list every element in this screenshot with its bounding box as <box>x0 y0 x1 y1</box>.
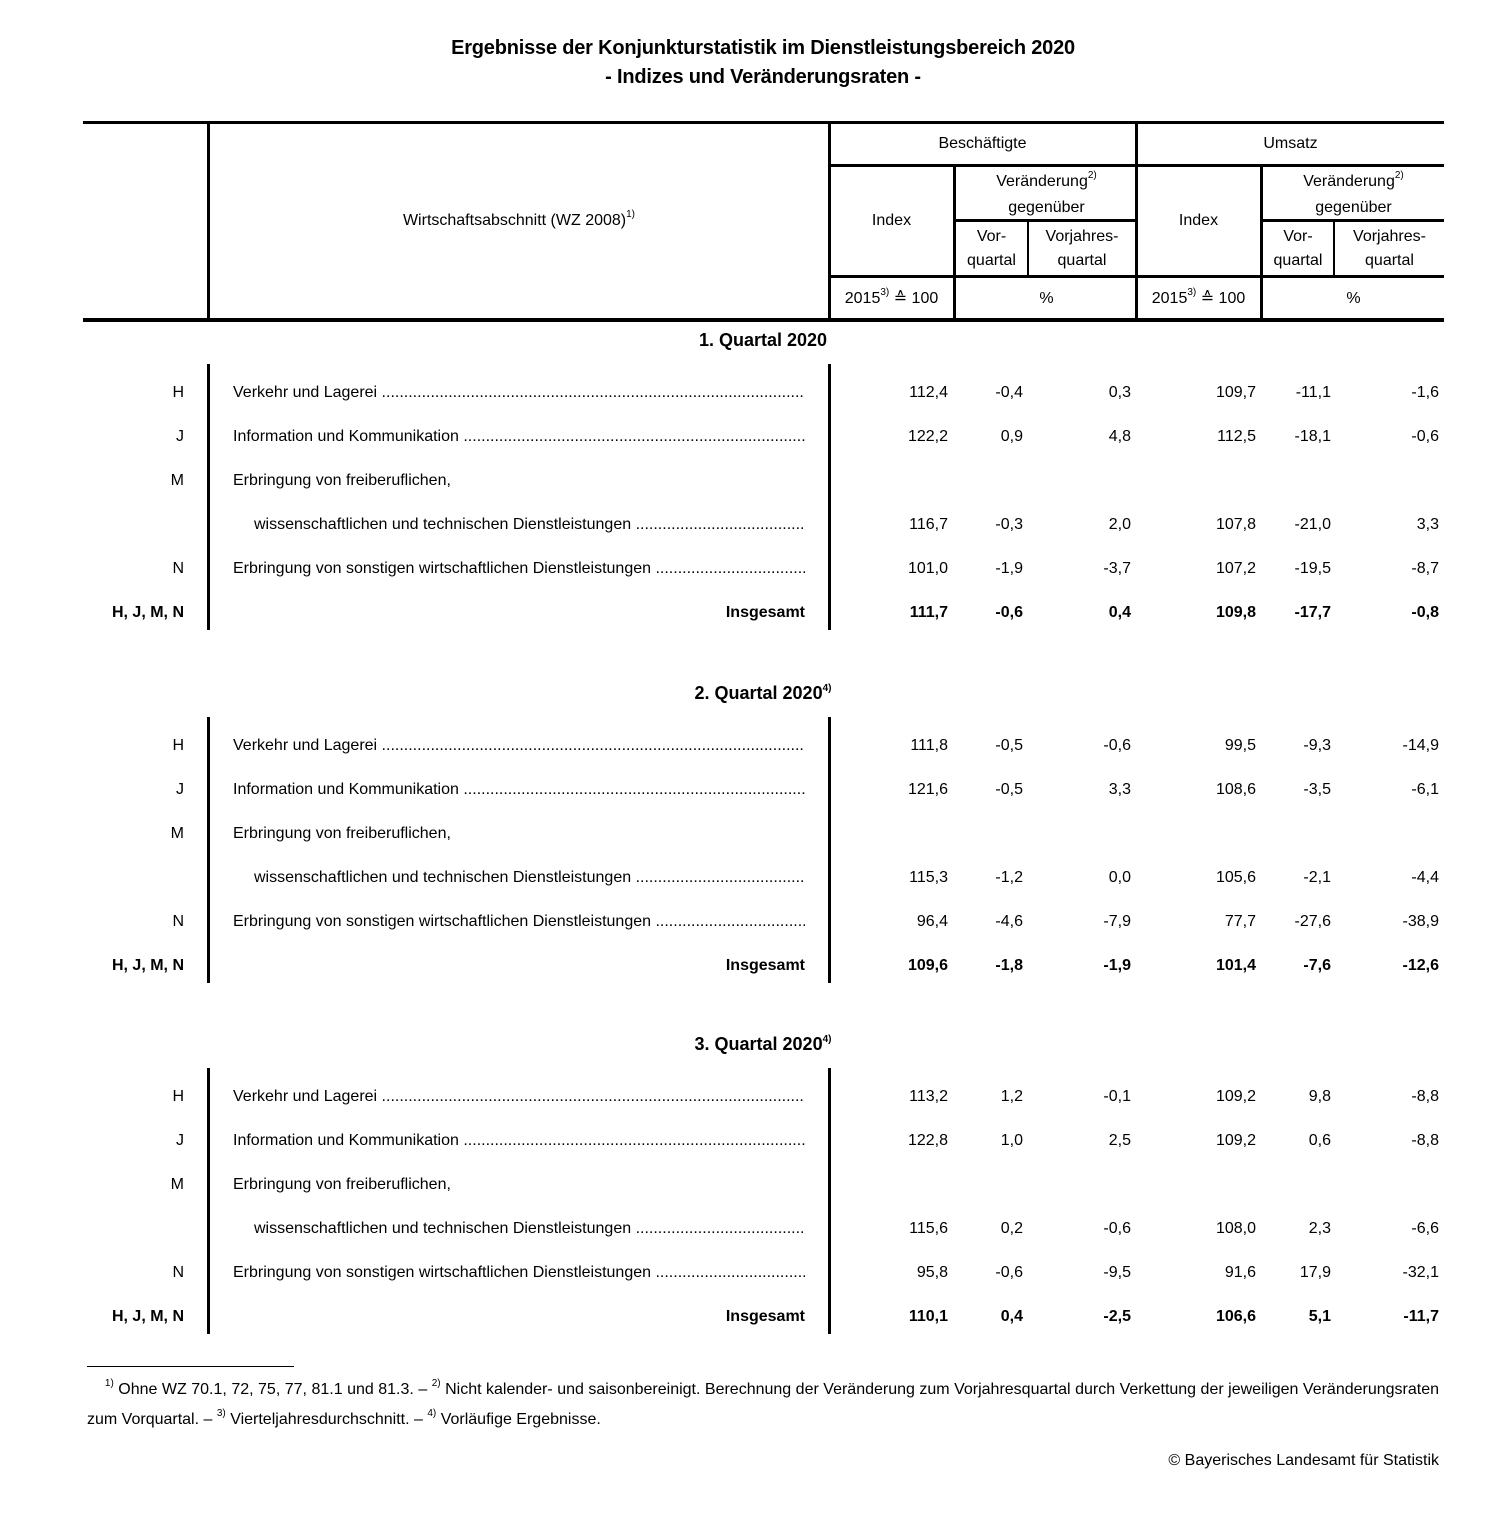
rev-prev-year-value: -14,9 <box>1402 737 1439 754</box>
emp-index-value: 115,6 <box>909 1220 948 1237</box>
rev-prev-quarter-value: -3,5 <box>1303 781 1331 798</box>
emp-index-value: 95,8 <box>916 1264 948 1281</box>
rev-index-value: 77,7 <box>1224 913 1256 930</box>
sector-label <box>233 384 805 402</box>
rev-change-header <box>1263 170 1444 220</box>
sector-label-text: Information und Kommunikation ..... <box>233 1132 805 1149</box>
rev-index-value: 109,8 <box>1215 604 1256 621</box>
emp-prev-year-value: -0,6 <box>1103 737 1131 754</box>
table-row <box>0 1176 1498 1200</box>
table-row <box>0 384 1498 408</box>
rev-prev-quarter-value: 5,1 <box>1308 1308 1331 1325</box>
emp-prev-quarter-value: -1,8 <box>995 957 1023 974</box>
table-row-total <box>0 957 1498 981</box>
sector-code: H, J, M, N <box>111 1308 184 1325</box>
sector-label <box>233 560 805 578</box>
footnotes <box>87 1376 1439 1436</box>
emp-index-value: 121,6 <box>907 781 948 798</box>
emp-prev-year-value: 3,3 <box>1108 781 1131 798</box>
footnote-ref: 2) <box>1087 170 1097 181</box>
header-bottom-rule <box>83 318 1444 322</box>
sector-label-text: Erbringung von freiberuflichen, <box>233 825 451 842</box>
change-label: Veränderung <box>996 173 1088 190</box>
section-title-text: 2. Quartal 2020 <box>694 683 823 703</box>
emp-prev-year-value: 2,0 <box>1108 516 1131 533</box>
unit-year: 2015 <box>844 290 881 307</box>
unit-suffix: ≙ 100 <box>893 290 939 307</box>
sector-label-text: Insgesamt <box>725 1308 805 1325</box>
sector-label-text: Verkehr und Lagerei ..... <box>233 384 805 401</box>
sector-column-label: Wirtschaftsabschnitt (WZ 2008) <box>402 212 627 229</box>
emp-index-value: 101,0 <box>907 560 948 577</box>
copyright: © Bayerisches Landesamt für Statistik <box>1168 1452 1439 1469</box>
emp-prev-quarter-value: -0,5 <box>995 737 1023 754</box>
rev-prev-quarter-header <box>1263 225 1333 273</box>
rev-prev-quarter-value: -19,5 <box>1294 560 1331 577</box>
document-subtitle: - Indizes und Veränderungsraten - <box>605 66 921 88</box>
rev-prev-year-header <box>1335 225 1444 273</box>
emp-prev-year-value: -1,9 <box>1103 957 1131 974</box>
rev-prev-quarter-value: -9,3 <box>1303 737 1331 754</box>
sector-label-text: Information und Kommunikation ..... <box>233 428 805 445</box>
rev-prev-quarter-value: 0,6 <box>1308 1132 1331 1149</box>
sector-code: M <box>170 1176 184 1193</box>
table-row <box>0 516 1498 540</box>
sector-label-text: Erbringung von freiberuflichen, <box>233 1176 451 1193</box>
rev-index-value: 112,5 <box>1217 428 1256 445</box>
sector-code: H <box>172 737 184 754</box>
rev-prev-quarter-value: -17,7 <box>1294 604 1331 621</box>
rev-index-value: 107,8 <box>1215 516 1256 533</box>
rev-prev-quarter-value: -18,1 <box>1294 428 1331 445</box>
rev-prev-year-value: -0,6 <box>1411 428 1439 445</box>
sector-label <box>254 516 805 534</box>
table-row <box>0 913 1498 937</box>
sector-label <box>233 1176 805 1194</box>
emp-prev-quarter-value: 1,2 <box>1000 1088 1023 1105</box>
footnote-ref: 4) <box>822 1034 832 1045</box>
change-label-2: gegenüber <box>1315 199 1392 216</box>
emp-index-value: 109,6 <box>907 957 948 974</box>
sector-code: N <box>172 560 184 577</box>
sector-label-text: Erbringung von freiberuflichen, <box>233 472 451 489</box>
rev-prev-year-value: -6,1 <box>1411 781 1439 798</box>
change-label: Veränderung <box>1303 173 1395 190</box>
emp-change-header <box>956 170 1137 220</box>
sector-label-text: Information und Kommunikation ..... <box>233 781 805 798</box>
footnote-ref: 4) <box>822 683 832 694</box>
sector-column-header <box>210 209 828 235</box>
rev-index-unit <box>1137 287 1260 313</box>
emp-index-value: 112,4 <box>909 384 948 401</box>
table-row <box>0 825 1498 849</box>
prev-year-l2: quartal <box>1057 252 1107 269</box>
unit-rule <box>829 275 1444 278</box>
rev-change-unit: % <box>1346 290 1361 307</box>
table-row <box>0 560 1498 584</box>
emp-prev-year-value: -7,9 <box>1103 913 1131 930</box>
footnote-text-4: Vorläufige Ergebnisse. <box>436 1411 601 1428</box>
emp-index-value: 96,4 <box>916 913 948 930</box>
rev-index-header: Index <box>1178 212 1219 229</box>
prev-year-l1: Vorjahres- <box>1045 228 1119 245</box>
rev-index-value: 107,2 <box>1215 560 1256 577</box>
emp-prev-year-value: -0,1 <box>1103 1088 1131 1105</box>
emp-index-value: 116,7 <box>909 516 948 533</box>
rev-prev-year-value: -38,9 <box>1402 913 1439 930</box>
emp-prev-year-value: 0,3 <box>1108 384 1131 401</box>
section-title <box>0 683 1498 704</box>
rev-prev-year-value: -0,8 <box>1411 604 1439 621</box>
footnote-ref: 1) <box>626 209 636 220</box>
group-label-rule <box>829 164 1444 167</box>
sector-label-text: Erbringung von sonstigen wirtschaftlichen Dienstleistungen ..... <box>233 913 805 930</box>
section-title <box>0 1034 1498 1055</box>
rev-prev-quarter-value: 9,8 <box>1308 1088 1331 1105</box>
sector-code: N <box>172 913 184 930</box>
sector-code: J <box>176 428 184 445</box>
table-row-total <box>0 604 1498 628</box>
sector-label <box>233 604 805 622</box>
emp-prev-quarter-header <box>956 225 1027 273</box>
rev-prev-year-value: 3,3 <box>1416 516 1439 533</box>
emp-prev-year-header <box>1029 225 1135 273</box>
sector-label <box>233 1088 805 1106</box>
rev-index-value: 109,2 <box>1215 1088 1256 1105</box>
sector-label-text: Insgesamt <box>725 957 805 974</box>
sector-code: M <box>170 825 184 842</box>
emp-index-value: 110,1 <box>908 1308 948 1325</box>
footnote-text-1: Ohne WZ 70.1, 72, 75, 77, 81.1 und 81.3. – <box>113 1381 432 1398</box>
unit-suffix: ≙ 100 <box>1200 290 1246 307</box>
rev-prev-quarter-value: 17,9 <box>1299 1264 1331 1281</box>
rev-index-value: 109,2 <box>1215 1132 1256 1149</box>
sector-code: M <box>170 472 184 489</box>
sector-label <box>233 472 805 490</box>
emp-prev-quarter-value: -0,6 <box>995 1264 1023 1281</box>
sector-label-text: Verkehr und Lagerei ..... <box>233 737 805 754</box>
emp-prev-quarter-value: -1,2 <box>995 869 1023 886</box>
table-row <box>0 1264 1498 1288</box>
sector-code: H, J, M, N <box>111 957 184 974</box>
footnote-ref: 3) <box>1187 287 1197 298</box>
footnote-text-2: Nicht kalender- und saisonbereinigt. Berechnung der Veränderung zum Vorjahresquartal durch Verkettung der jeweiligen Veränderungsraten zum Vorquartal. – <box>87 1381 1440 1428</box>
prev-quarter-l1: Vor- <box>976 228 1007 245</box>
group-label-revenue: Umsatz <box>1263 135 1318 152</box>
prev-year-l2: quartal <box>1365 252 1414 269</box>
emp-index-value: 122,2 <box>907 428 948 445</box>
footnote-ref: 2) <box>1394 170 1404 181</box>
emp-change-unit: % <box>1039 290 1054 307</box>
rev-prev-quarter-value: -21,0 <box>1294 516 1331 533</box>
rev-prev-year-value: -6,6 <box>1411 1220 1439 1237</box>
rev-prev-quarter-value: -27,6 <box>1294 913 1331 930</box>
sector-label-text: Erbringung von sonstigen wirtschaftlichen Dienstleistungen ..... <box>233 560 805 577</box>
sector-code: H <box>172 384 184 401</box>
rev-prev-quarter-value: -2,1 <box>1303 869 1331 886</box>
group-label-employees: Beschäftigte <box>938 135 1027 152</box>
section-title-text: 3. Quartal 2020 <box>694 1034 823 1054</box>
emp-prev-year-value: -9,5 <box>1103 1264 1131 1281</box>
rev-prev-quarter-value: -11,1 <box>1295 384 1331 401</box>
emp-prev-quarter-value: -0,5 <box>995 781 1023 798</box>
emp-index-value: 111,8 <box>910 737 948 754</box>
rev-prev-year-value: -4,4 <box>1411 869 1439 886</box>
table-top-rule <box>83 121 1444 124</box>
prev-quarter-l2: quartal <box>967 252 1016 269</box>
emp-prev-year-value: -3,7 <box>1103 560 1131 577</box>
footnote-ref: 3) <box>880 287 890 298</box>
sector-label <box>233 781 805 799</box>
unit-year: 2015 <box>1151 290 1188 307</box>
sector-label <box>233 737 805 755</box>
sector-label-text: wissenschaftlichen und technischen Dienstleistungen ..... <box>254 1220 805 1237</box>
sector-label-text: Insgesamt <box>725 604 805 621</box>
emp-index-value: 122,8 <box>907 1132 948 1149</box>
table-row-total <box>0 1308 1498 1332</box>
document-title: Ergebnisse der Konjunkturstatistik im Dienstleistungsbereich 2020 <box>451 37 1075 59</box>
emp-prev-year-value: -2,5 <box>1103 1308 1131 1325</box>
rev-prev-year-value: -8,7 <box>1411 560 1439 577</box>
sector-code: N <box>172 1264 184 1281</box>
emp-index-header: Index <box>871 212 912 229</box>
emp-prev-year-value: 4,8 <box>1108 428 1131 445</box>
sector-code: J <box>176 1132 184 1149</box>
table-row <box>0 869 1498 893</box>
emp-prev-quarter-value: 0,9 <box>1000 428 1023 445</box>
rev-index-value: 108,6 <box>1215 781 1256 798</box>
change-label-2: gegenüber <box>1008 199 1085 216</box>
table-row <box>0 428 1498 452</box>
footnote-mark-1: 1) <box>104 1378 114 1389</box>
prev-quarter-l2: quartal <box>1273 252 1323 269</box>
sector-label <box>254 869 805 887</box>
rev-prev-quarter-value: -7,6 <box>1303 957 1331 974</box>
sector-label <box>233 1132 805 1150</box>
rev-prev-year-value: -11,7 <box>1403 1308 1439 1325</box>
emp-prev-quarter-value: -0,6 <box>995 604 1023 621</box>
footnote-mark-3: 3) <box>216 1408 226 1419</box>
emp-index-value: 113,2 <box>909 1088 948 1105</box>
prev-quarter-l1: Vor- <box>1283 228 1313 245</box>
rev-index-value: 99,5 <box>1224 737 1256 754</box>
table-row <box>0 1220 1498 1244</box>
emp-prev-quarter-value: -4,6 <box>995 913 1023 930</box>
emp-prev-quarter-value: 1,0 <box>1000 1132 1023 1149</box>
table-row <box>0 781 1498 805</box>
table-row <box>0 1088 1498 1112</box>
rev-index-value: 101,4 <box>1215 957 1256 974</box>
sector-label <box>233 1308 805 1326</box>
prev-year-l1: Vorjahres- <box>1353 228 1426 245</box>
table-row <box>0 1132 1498 1156</box>
sector-label-text: Erbringung von sonstigen wirtschaftlichen Dienstleistungen ..... <box>233 1264 805 1281</box>
table-row <box>0 737 1498 761</box>
rev-prev-year-value: -8,8 <box>1411 1132 1439 1149</box>
sector-label <box>233 1264 805 1282</box>
sector-code: J <box>176 781 184 798</box>
rev-index-value: 106,6 <box>1215 1308 1256 1325</box>
rev-prev-year-value: -32,1 <box>1402 1264 1439 1281</box>
rev-prev-year-value: -8,8 <box>1411 1088 1439 1105</box>
sector-label <box>233 957 805 975</box>
sector-label-text: Verkehr und Lagerei ..... <box>233 1088 805 1105</box>
sector-label <box>233 913 805 931</box>
sector-label <box>233 428 805 446</box>
footnote-text-3: Vierteljahresdurchschnitt. – <box>225 1411 428 1428</box>
sector-label <box>254 1220 805 1238</box>
emp-index-value: 111,7 <box>909 604 948 621</box>
rev-index-value: 91,6 <box>1224 1264 1256 1281</box>
emp-prev-year-value: 0,0 <box>1108 869 1131 886</box>
emp-prev-quarter-value: 0,2 <box>1000 1220 1023 1237</box>
emp-prev-quarter-value: -1,9 <box>995 560 1023 577</box>
rev-index-value: 109,7 <box>1215 384 1256 401</box>
emp-prev-year-value: 0,4 <box>1108 604 1131 621</box>
sector-code: H, J, M, N <box>111 604 184 621</box>
emp-prev-year-value: 2,5 <box>1108 1132 1131 1149</box>
rev-index-value: 105,6 <box>1215 869 1256 886</box>
footnote-separator <box>87 1366 294 1367</box>
emp-prev-quarter-value: -0,4 <box>995 384 1023 401</box>
sector-code: H <box>172 1088 184 1105</box>
emp-index-unit <box>830 287 953 313</box>
section-title <box>0 330 1498 351</box>
rev-prev-year-value: -12,6 <box>1402 957 1439 974</box>
emp-prev-quarter-value: 0,4 <box>1000 1308 1023 1325</box>
sector-label <box>233 825 805 843</box>
rev-prev-quarter-value: 2,3 <box>1308 1220 1331 1237</box>
sector-label-text: wissenschaftlichen und technischen Dienstleistungen ..... <box>254 869 805 886</box>
section-title-text: 1. Quartal 2020 <box>698 330 828 350</box>
rev-index-value: 108,0 <box>1215 1220 1256 1237</box>
table-row <box>0 472 1498 496</box>
emp-index-value: 115,3 <box>909 869 948 886</box>
footnote-mark-4: 4) <box>427 1408 437 1419</box>
emp-prev-year-value: -0,6 <box>1103 1220 1131 1237</box>
emp-prev-quarter-value: -0,3 <box>995 516 1023 533</box>
rev-prev-year-value: -1,6 <box>1411 384 1439 401</box>
footnote-mark-2: 2) <box>431 1378 441 1389</box>
sector-label-text: wissenschaftlichen und technischen Dienstleistungen ..... <box>254 516 805 533</box>
